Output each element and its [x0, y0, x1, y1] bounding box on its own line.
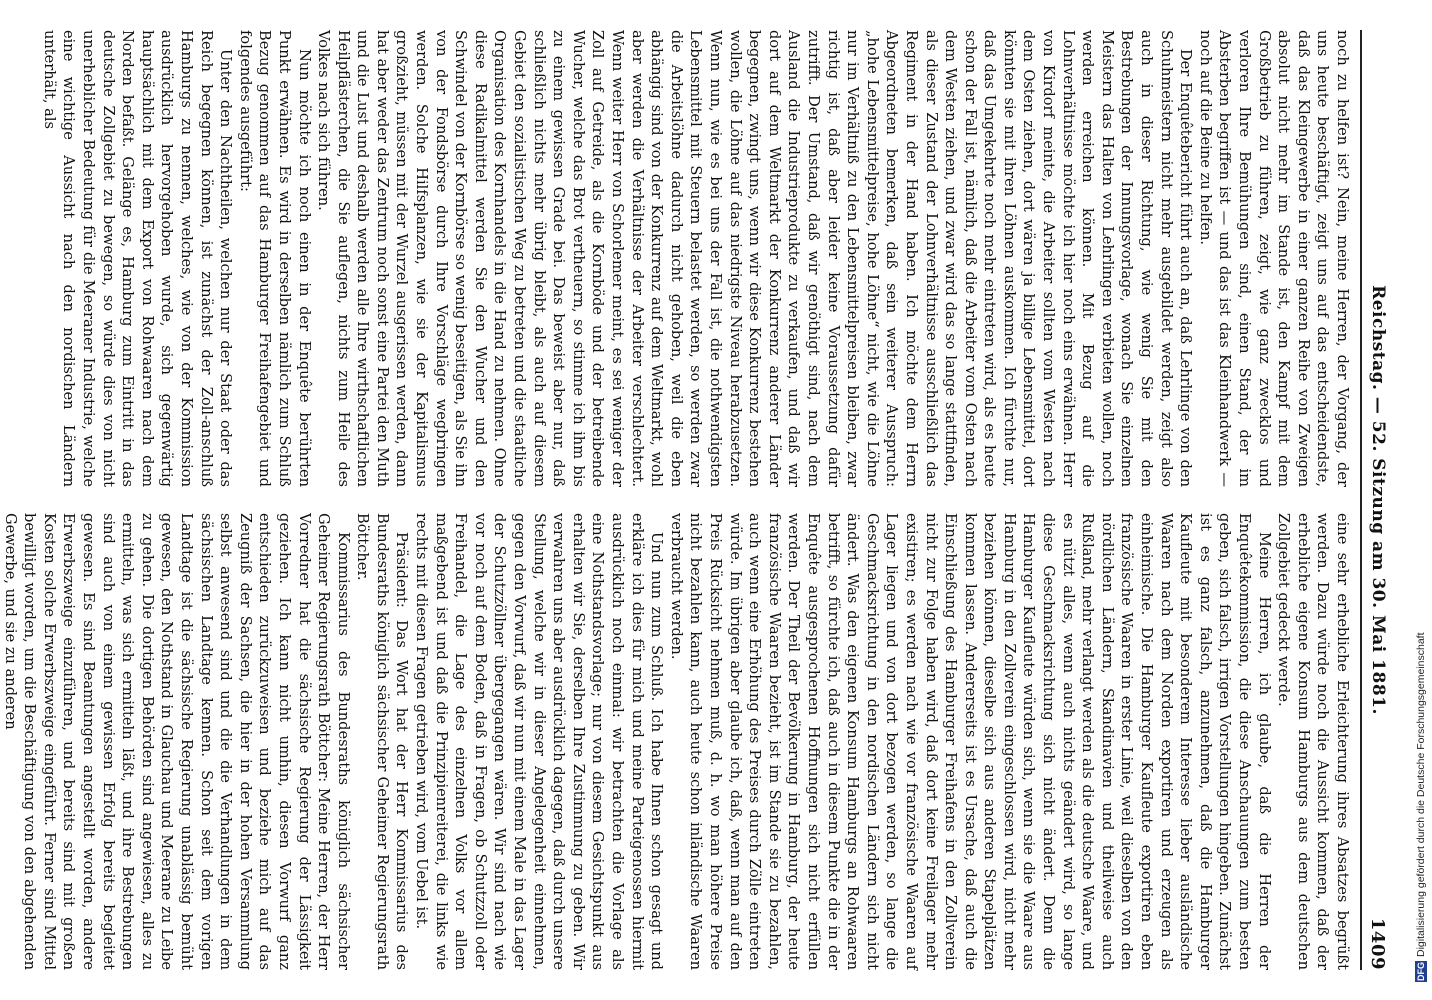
paragraph: Unter den Nachtheilen, welchen nur der Staat oder das Reich begegnen können, ist zunächst der Zoll-anschluß Hamburgs zu nennen, welches, wie von der Kommission ausdrücklich hervorgehoben wurde, sich gegenwärtig hauptsächlich mit dem Export von Rohwaaren nach dem Norden befaßt. Gelänge es, Hamburg zum Eintritt in das deutsche Zollgebiet zu bewegen, so würde dies von nicht unerheblicher Bedeutung für die Meeraner Industrie, welche eine wichtige Aussicht nach den nordischen Ländern unterhält, als: [40, 30, 235, 487]
paragraph: Und nun zum Schluß. Ich habe Ihnen schon gesagt und erkläre ich dies für mich und meine Parteigenossen hiermit ausdrücklich noch einmal: wir betrachten die Vorlage als eine Nothstandsvorlage; nur von diesem Gesichtspunkt aus erhalten wir Sie, derselben Ihre Zustimmung zu geben. Wir verwahren uns aber ausdrücklich dagegen, daß durch unsere Stellung, welche wir in dieser Angelegenheit einnehmen, gegen den Vorwurf, daß wir nun mit einem Male in das Lager der Schutzzöllner übergegangen wären. Wir sind nach wie vor noch auf dem Boden, daß in Fragen, ob Schutzzoll oder Freihandel, die Lage des einzelnen Volks vor allem maßgebend ist und daß die Prinzipienreiterei, die links wie rechts mit diesen Fragen getrieben wird, vom Uebel ist.: [413, 513, 666, 970]
page-header: [1360, 30, 1388, 970]
dfg-credit-text: Digitalisierung gefördert durch die Deutsche Forschungsgemeinschaft: [1415, 632, 1427, 957]
paragraph: eine sehr erhebliche Erleichterung ihres Absatzes begrüßt werden. Dazu würde noch die Aussicht kommen, daß der erhebliche eigene Konsum Hamburgs aus dem deutschen Zollgebiet gedeckt werde.: [1275, 513, 1351, 970]
dfg-logo: DFG: [1416, 962, 1426, 981]
paragraph: Kommissarius des Bundesraths königlich sächsischer Geheimer Regierungsrath Böttcher: Meine Herren, der Herr Vorredner hat die sächsische Regierung der Lässigkeit geziehen. Ich kann nicht umhin, diesen Vorwurf ganz entschieden zurückzuweisen und beziehe mich auf das Zeugniß der Sachsen, die hier in der hohen Versammlung selbst anwesend sind und die die Verhandlungen in dem sächsischen Landtage kennen. Schon seit dem vorigen Landtage ist die sächsische Regierung unablässig bemüht gewesen, den Nothstand in Glauchau und Meerane zu Leibe zu gehen. Die dortigen Behörden sind angewiesen, alles zu ermitteln, was sich ermitteln läßt, und ihre Bestrebungen sind auch von einem gewissen Erfolg bereits begleitet gewesen. Es sind Beamtungen angestellt worden, andere Erwerbszweige einzuführen, und bereits sind mit großen Kosten solche Erwerbszweige eingeführt. Ferner sind Mittel bewilligt worden, um die Beschäftigung von den abgehenden Gewerbe, und sie zu anderen: [1, 513, 352, 970]
paragraph: Nun möchte ich noch einen in der Enquête berührten Punkt erwähnen. Es wird in derselben nämlich zum Schluß Bezug genommen auf das Hamburger Freihafengebiet und folgendes ausgeführt:: [236, 30, 313, 487]
paragraph: Meine Herren, ich glaube, daß die Herren der Enquêtekommission, die diese Anschauungen zum besten geben, sich falsch, irrigen Vorstellungen hingeben. Zunächst ist es ganz falsch, anzunehmen, daß die Hamburger Kaufleute mit besonderem Interesse lieber ausländische Waaren nach dem Norden exportiren und erzeugen als einheimische. Die Hamburger Kaufleute exportiren eben französische Waaren in erster Linie, weil dieselben von den nördlichen Ländern, Skandinavien und theilweise auch Rußland, mehr verlangt werden als die deutsche Waare, und es nützt alles, wenn auch nichts geändert wird, so lange diese Geschmacksrichtung sich nicht ändert. Denn die Hamburger Kaufleute würden sich, wenn sie die Waare aus Hamburg in den Zollverein eingeschlossen wird, nicht mehr beziehen können, dieselbe sich aus anderen Stapelplätzen kommen lassen. Andererseits ist es Ursache, daß auch die Einschließung des Hamburger Freihafens in den Zollverein nicht zur Folge haben wird, daß dort keine Freilager mehr existiren; es werden nach wie vor französische Waaren auf Lager liegen und von dort bezogen werden, so lange die Geschmacksrichtung in den nordischen Ländern sich nicht ändert. Was den eigenen Konsum Hamburgs an Rohwaaren betrifft, so fürchte ich, daß auch in diesem Punkte die in der Enquête ausgesprochenen Hoffnungen sich nicht erfüllen werden. Der Theil der Bevölkerung in Hamburg, der heute französische Waaren bezieht, ist im Stande sie zu bezahlen, auch wenn eine Erhöhung des Preises durch Zölle eintreten würde. Im übrigen aber glaube ich, daß, wenn man auf den Preis Rücksicht nehmen muß, d. h. wo man höhere Preise nicht bezahlen kann, auch heute schon inländische Waaren verbraucht werden.: [667, 513, 1273, 970]
right-column: [1, 513, 1352, 970]
dfg-credit-strip: [1414, 18, 1428, 982]
paragraph: noch zu helfen ist? Nein, meine Herren, der Vorgang, der uns heute beschäftigt, zeigt uns auf das entscheidendste, daß das Kleingewerbe in einer ganzen Reihe von Zweigen absolut nicht mehr im Stande ist, den Kampf mit dem Großbetrieb zu führen, zeigt, wie ganz zwecklos und verloren Ihre Bemühungen sind, einen Stand, der im Absterben begriffen ist — und das ist das Kleinhandwerk — noch auf die Beine zu helfen.: [1196, 30, 1351, 487]
page-number: 1409: [1367, 917, 1388, 970]
header-title: Reichstag. — 52. Sitzung am 30. Mai 1881.: [1368, 285, 1388, 715]
paragraph: Der Enquêtebericht führt auch an, daß Lehrlinge von den Schuhmeistern nicht mehr ausgebildet werden, zeigt also auch in dieser Richtung, wie wenig Sie mit den Bestrebungen der Innungsvorlage, wonach Sie einzelnen Meistern das Halten von Lehrlingen verbieten wollen, noch werden erreichen können. Mit Bezug auf die Lohnverhältnisse möchte ich hier noch eins erwähnen. Herr von Kirdorf meinte, die Arbeiter sollten vom Westen nach dem Osten ziehen, dort wären ja billige Lebensmittel, dort könnten sie mit ihren Löhnen auskommen. Ich fürchte nur, daß das Umgekehrte noch mehr eintreten wird, als es heute schon der Fall ist, nämlich, daß die Arbeiter vom Osten nach dem Westen ziehen, und zwar wird das so lange stattfinden, als dieser Zustand der Lohnverhältnisse ausschließlich das Regiment in der Hand haben. Ich möchte dem Herrn Abgeordneten bemerken, daß sein weiterer Ausspruch: „hohe Lebensmittelpreise, hohe Löhne“ nicht, wie die Löhne nur im Verhältniß zu den Lebensmittelpreisen bleiben, zwar richtig ist, daß aber leider keine Voraussetzung dafür zutrifft. Der Umstand, daß wir genöthigt sind, nach dem Ausland die Industrieprodukte zu verkaufen, und daß wir dort auf dem Weltmarkt der Konkurrenz anderer Länder begegnen, zwingt uns, wenn wir diese Konkurrenz bestehen wollen, die Löhne auf das niedrigste Niveau herabzusetzen. Wenn nun, wie es bei uns der Fall ist, die nothwendigsten Lebensmittel mit Steuern belastet werden, so werden zwar die Arbeitslöhne dadurch nicht gehoben, weil die eben abhängig sind von der Konkurrenz auf dem Weltmarkt, wohl aber werden die Verhältnisse der Arbeiter verschlechtert. Wenn weiter Herr von Schorlemer meint, es sei weniger der Zoll auf Getreide, als die Kornböde und der betreibende Wucher, welche das Brot vertheuern, so stimme ich ihm bis zu einem gewissen Grade bei. Das beweist aber nur, daß schließlich nichts mehr übrig bleibt, als auch auf diesem Gebiet den sozialistischen Weg zu betreten und die staatliche Organisation des Kornhandels in die Hand zu nehmen. Ohne diese Radikalmittel werden Sie den Wucher und den Schwindel von der Kornbörse so wenig beseitigen, als Sie ihn von der Fondsbörse durch Ihre Vorschläge wegbringen werden. Solche Hilfsplanzen, wie sie der Kapitalismus großzieht, müssen mit der Wurzel ausgerissen werden, dann hat aber weder das Zentrum noch sonst eine Partei den Muth und die Lust und deshalb werden alle Ihre wirthschaftlichen Heilpflästerchen, die Sie auflegen, nichts zum Heile des Volkes nach sich führen.: [315, 30, 1195, 487]
paragraph: Präsident: Das Wort hat der Herr Kommissarius des Bundesraths königlich sächsischer Geheimer Regierungsrath Böttcher.: [354, 513, 411, 970]
left-column: [26, 30, 1352, 487]
